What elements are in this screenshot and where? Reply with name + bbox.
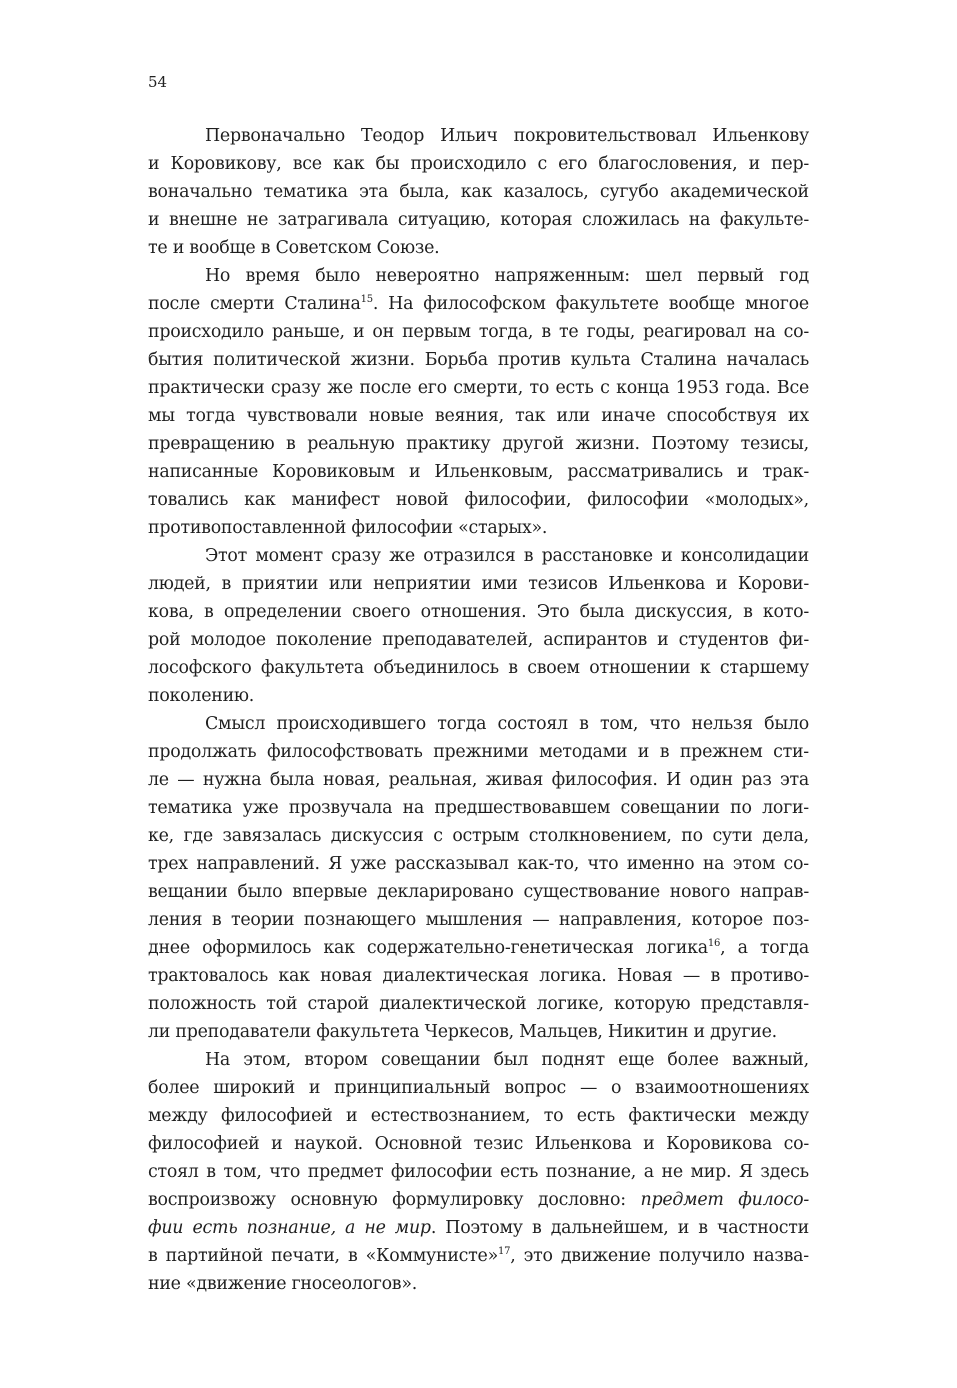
text-line: рой молодое поколение преподавателей, аспирантов и студентов фи- <box>148 630 809 650</box>
text-line: людей, в приятии или неприятии ими тезисов Ильенкова и Корови- <box>148 574 809 594</box>
text-line: положность той старой диалектической логике, которую представля- <box>148 994 809 1014</box>
text-line: трактовалось как новая диалектическая логика. Новая — в противо- <box>148 966 809 986</box>
text-line: в партийной печати, в «Коммунисте»$^{17}$, это движение получило назва- <box>148 1246 809 1266</box>
text-line: тематика уже прозвучала на предшествовавшем совещании по логи- <box>148 798 809 818</box>
text-line: и Коровикову, все как бы происходило с его благословения, и пер- <box>148 154 809 174</box>
text-line: продолжать философствовать прежними методами и в прежнем сти- <box>148 742 809 762</box>
text-line: воначально тематика эта была, как казалось, сугубо академической <box>148 182 809 202</box>
text-line: мы тогда чувствовали новые веяния, так или иначе способствуя их <box>148 406 809 426</box>
text-line: фии есть познание, а не мир. Поэтому в дальнейшем, и в частности <box>148 1218 809 1238</box>
text-line: философией и наукой. Основной тезис Ильенкова и Коровикова со- <box>148 1134 809 1154</box>
page-number: 54 <box>148 73 168 91</box>
page-text <box>148 122 809 1298</box>
text-line: ке, где завязалась дискуссия с острым столкновением, по сути дела, <box>148 826 809 846</box>
paragraph <box>148 710 809 1046</box>
text-line: стоял в том, что предмет философии есть познание, а не мир. Я здесь <box>148 1162 809 1182</box>
paragraph <box>148 262 809 542</box>
text-line: после смерти Сталина$^{15}$. На философском факультете вообще многое <box>148 294 809 314</box>
text-line: лософского факультета объединилось в своем отношении к старшему <box>148 658 809 678</box>
text-line: товались как манифест новой философии, философии «молодых», <box>148 490 809 510</box>
text-line: ние «движение гносеологов». <box>148 1274 418 1294</box>
text-line: ле — нужна была новая, реальная, живая философия. И один раз эта <box>148 770 809 790</box>
text-line: более широкий и принципиальный вопрос — о взаимоотношениях <box>148 1078 809 1098</box>
text-line: На этом, втором совещании был поднят еще более важный, <box>205 1050 809 1070</box>
text-line: воспроизвожу основную формулировку дословно: предмет филосо- <box>148 1190 809 1210</box>
text-line: и внешне не затрагивала ситуацию, которая сложилась на факульте- <box>148 210 809 230</box>
text-line: те и вообще в Советском Союзе. <box>148 238 440 258</box>
text-line: происходило раньше, и он первым тогда, в те годы, реагировал на со- <box>148 322 809 342</box>
paragraph <box>148 542 809 710</box>
text-line: Первоначально Теодор Ильич покровительствовал Ильенкову <box>205 126 809 146</box>
paragraph <box>148 122 809 262</box>
text-line: поколению. <box>148 686 255 706</box>
text-line: ли преподаватели факультета Черкесов, Мальцев, Никитин и другие. <box>148 1022 777 1042</box>
text-line: днее оформилось как содержательно-генетическая логика$^{16}$, а тогда <box>148 938 809 958</box>
text-line: трех направлений. Я уже рассказывал как-то, что именно на этом со- <box>148 854 809 874</box>
text-line: Этот момент сразу же отразился в расстановке и консолидации <box>205 546 809 566</box>
paragraph <box>148 1046 809 1298</box>
text-line: кова, в определении своего отношения. Это была дискуссия, в кото- <box>148 602 809 622</box>
text-line: Смысл происходившего тогда состоял в том, что нельзя было <box>205 714 809 734</box>
text-line: вещании было впервые декларировано существование нового направ- <box>148 882 809 902</box>
text-line: практически сразу же после его смерти, то есть с конца 1953 года. Все <box>148 378 809 398</box>
text-line: противопоставленной философии «старых». <box>148 518 548 538</box>
text-line: написанные Коровиковым и Ильенковым, рассматривались и трак- <box>148 462 809 482</box>
text-line: ления в теории познающего мышления — направления, которое поз- <box>148 910 809 930</box>
text-line: Но время было невероятно напряженным: шел первый год <box>205 266 809 286</box>
text-line: бытия политической жизни. Борьба против культа Сталина началась <box>148 350 809 370</box>
text-line: между философией и естествознанием, то есть фактически между <box>148 1106 809 1126</box>
text-line: превращению в реальную практику другой жизни. Поэтому тезисы, <box>148 434 809 454</box>
